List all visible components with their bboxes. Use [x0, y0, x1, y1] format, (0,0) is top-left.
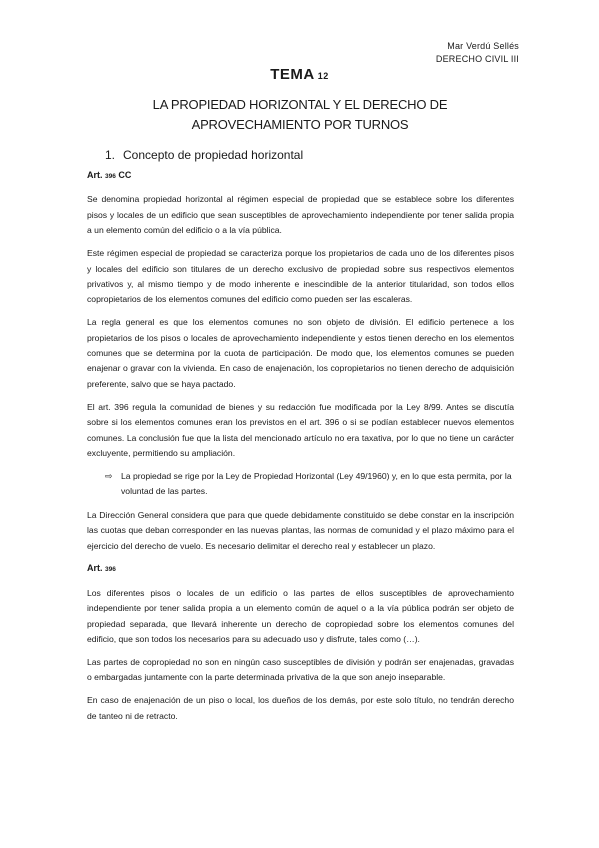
bullet-text: La propiedad se rige por la Ley de Propiedad Horizontal (Ley 49/1960) y, en lo que esta permita, por la voluntad de las partes. [121, 470, 512, 497]
author-name: Mar Verdú Sellés [447, 41, 519, 51]
topic-heading [0, 66, 599, 83]
section-label: Concepto de propiedad horizontal [123, 148, 304, 162]
article-code: CC [118, 170, 132, 180]
paragraph: La Dirección General considera que para que quede debidamente constituido se debe constar en la inscripción las cuotas que deban corresponder en las nuevas plantas, las normas de comunidad y el plazo máximo para el ejercicio del derecho de vuelo. Es necesario delimitar el derecho real y establecer un plazo. [87, 509, 514, 551]
document-title [110, 95, 490, 135]
paragraph: Este régimen especial de propiedad se caracteriza porque los propietarios de cada uno de los diferentes pisos y locales del edificio son titulares de un derecho exclusivo de propiedad sobre sus respectivos elementos privativos y, al mismo tiempo y de modo inherente e inescindible de la anterior titularidad, son todos ellos copropietarios de los elementos comunes del edificio como pueden ser las escaleras. [87, 248, 514, 305]
article-number: 396 [105, 566, 116, 574]
topic-label: TEMA [270, 66, 315, 83]
paragraph: Las partes de copropiedad no son en ningún caso susceptibles de división y podrán ser enajenadas, gravadas o embargadas juntamente con la parte determinada privativa de la que son anejo inseparable. [87, 656, 514, 683]
title-line-2: APROVECHAMIENTO POR TURNOS [191, 117, 409, 132]
section-number: 1. [105, 148, 116, 162]
article-number: 396 [105, 173, 116, 180]
paragraph: La regla general es que los elementos comunes no son objeto de división. El edificio pertenece a los propietarios de los pisos o locales de aprovechamiento independiente y estos tienen derecho en los elementos comunes que se determina por la cuota de participación. De modo que, los elementos comunes se pueden enajenar o gravar con la vivienda. En caso de enajenación, los copropietarios no tienen derecho de adquisición preferente, salvo que se haya pactado. [87, 317, 514, 389]
paragraph: El art. 396 regula la comunidad de bienes y su redacción fue modificada por la Ley 8/99. Antes se discutía sobre si los elementos comunes eran los previstos en el art. 396 o si se podían establecer nuevos elementos comunes. La conclusión fue que la lista del mencionado artículo no era taxativa, por lo que no tiene un carácter excluyente, permitiendo su ampliación. [87, 401, 514, 458]
paragraph: Los diferentes pisos o locales de un edificio o las partes de ellos susceptibles de aprovechamiento independiente por tener salida propia a un elemento común de aquel o a la vía pública podrán ser objeto de propiedad separada, que llevará inherente un derecho de copropiedad sobre los elementos comunes del edificio, que son todos los necesarios para su adecuado uso y disfrute, tales como (…). [87, 587, 514, 645]
paragraph: Se denomina propiedad horizontal al régimen especial de propiedad que se establece sobre los diferentes pisos y locales de un edificio que sean susceptibles de aprovechamiento independiente por tener salida propia a un elemento común del edificio o a la vía pública. [87, 194, 514, 236]
bullet-item [87, 469, 514, 500]
course-name: DERECHO CIVIL III [435, 54, 519, 64]
article-heading-2 [87, 561, 514, 577]
page-header [436, 40, 519, 66]
paragraph: En caso de enajenación de un piso o local, los dueños de los demás, por este solo título, no tendrán derecho de tanteo ni de retracto. [87, 695, 514, 721]
article-heading-1 [87, 168, 514, 184]
section-heading [105, 148, 303, 162]
topic-number: 12 [317, 71, 329, 81]
article-prefix: Art. [87, 563, 103, 574]
document-body [87, 168, 514, 732]
arrow-right-icon: ⇨ [105, 470, 113, 481]
article-prefix: Art. [87, 170, 103, 180]
title-line-1: LA PROPIEDAD HORIZONTAL Y EL DERECHO DE [152, 97, 448, 112]
